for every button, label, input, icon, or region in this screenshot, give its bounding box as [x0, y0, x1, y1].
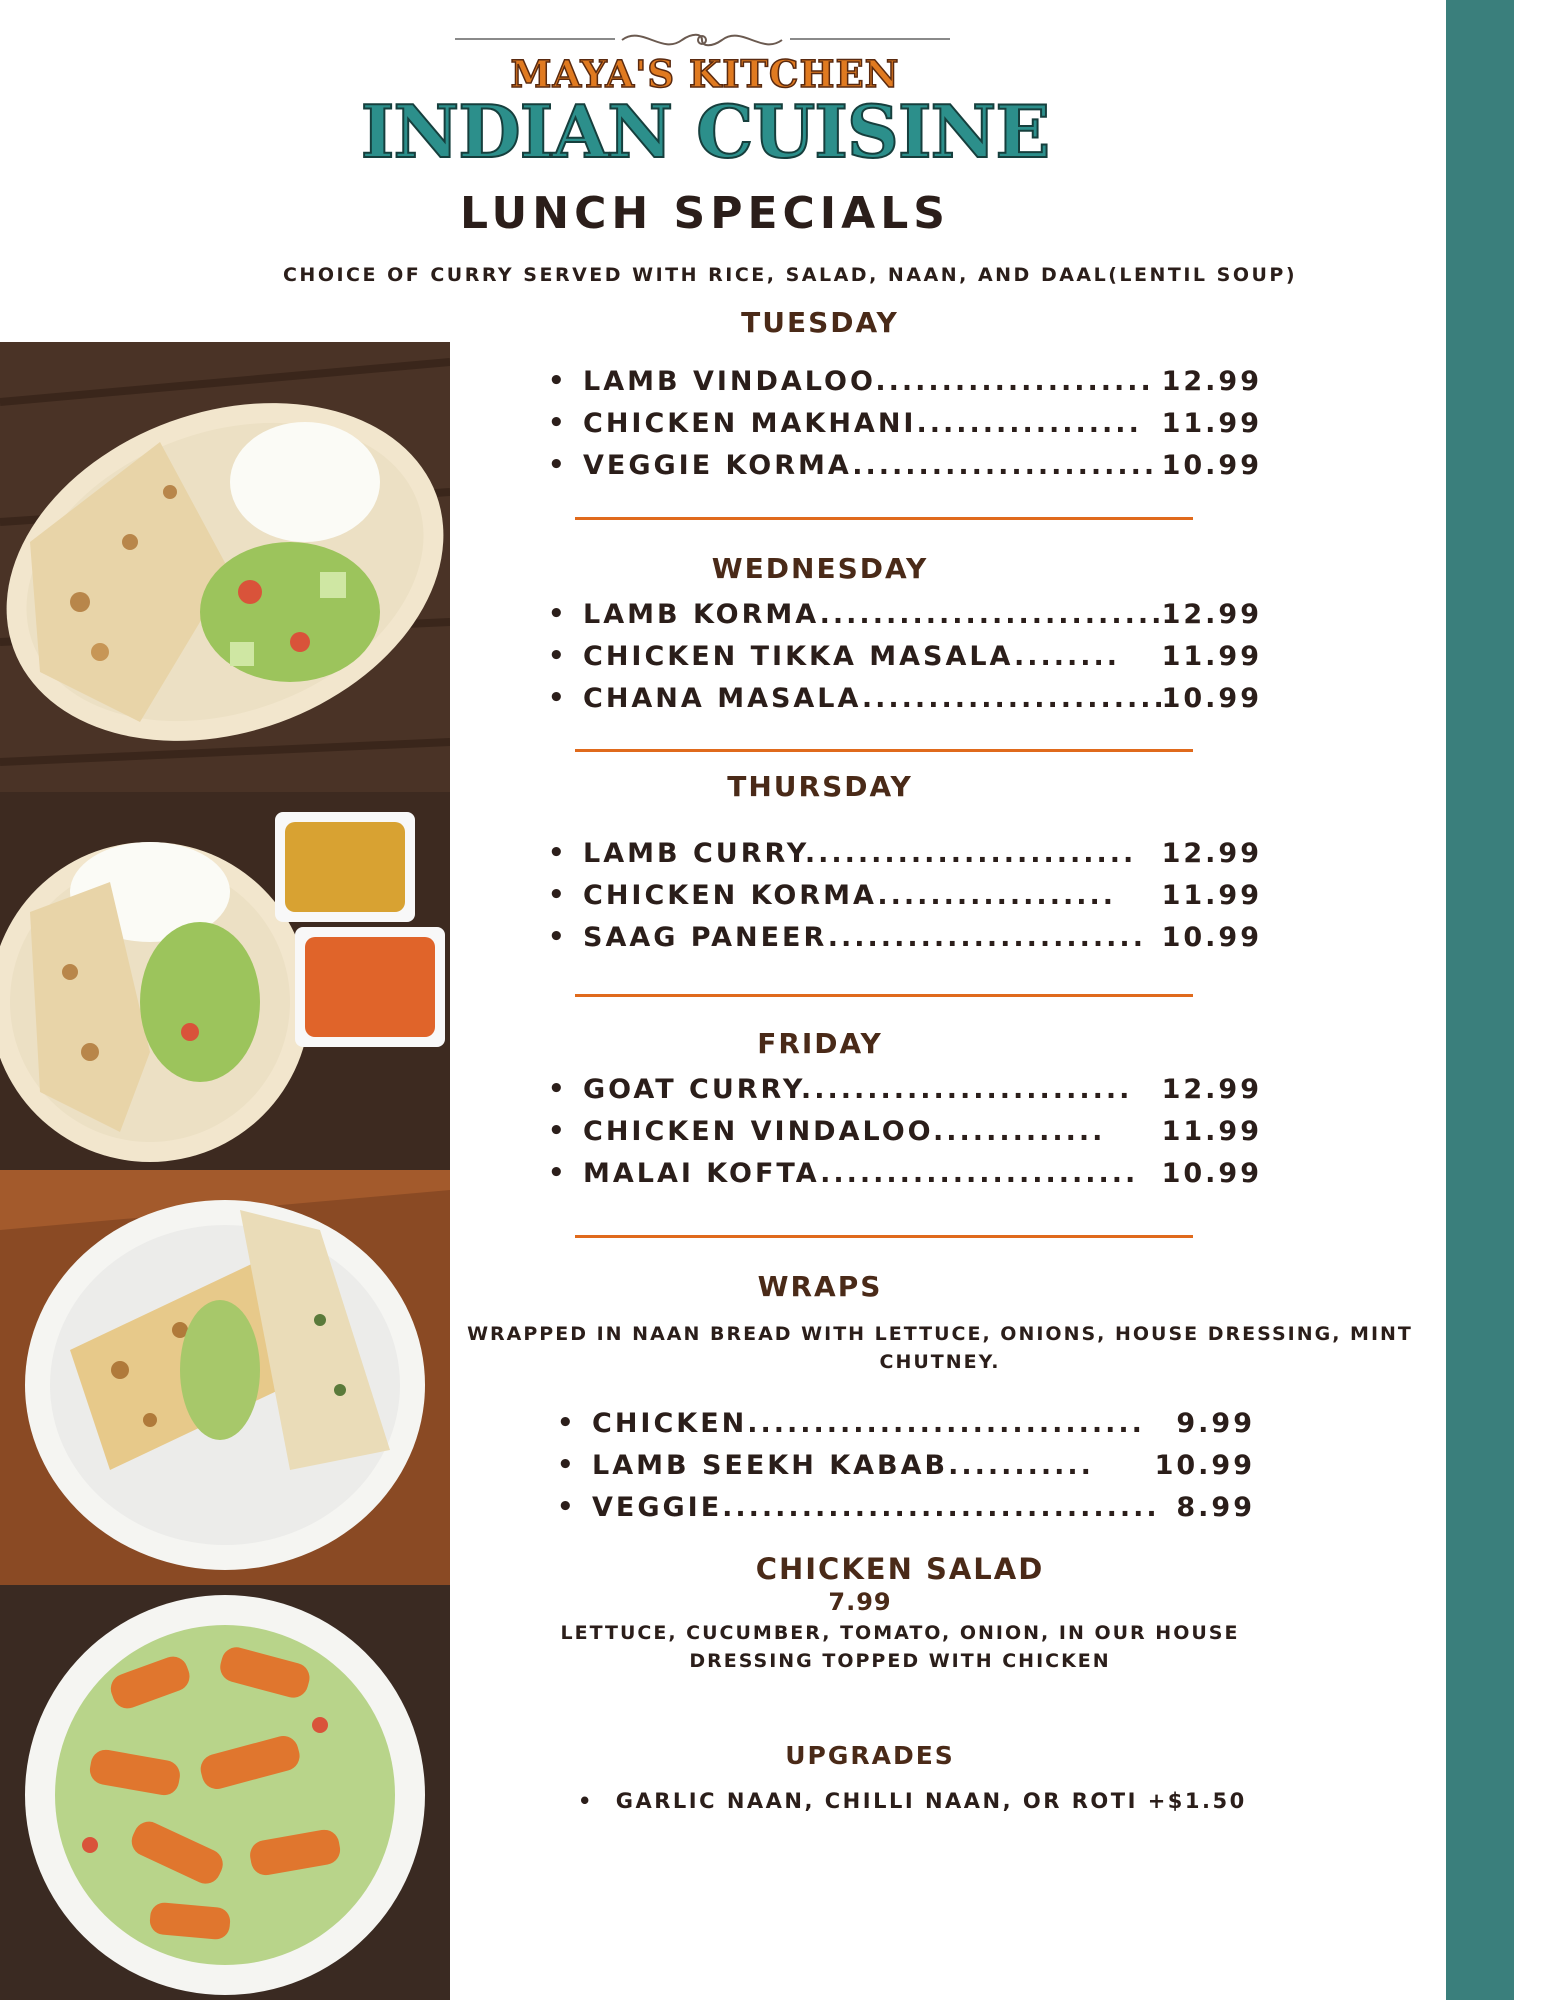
bullet: • [548, 450, 568, 480]
teal-side-bar [1446, 0, 1514, 2000]
upgrade-item-text: GARLIC NAAN, CHILLI NAAN, OR ROTI +$1.50 [615, 1789, 1247, 1813]
menu-item-price: 9.99 [1176, 1408, 1255, 1439]
menu-item [548, 366, 1262, 408]
naan-rice-salad-photo [0, 342, 450, 792]
header-rule-right [790, 38, 950, 40]
menu-item [548, 880, 1262, 922]
wednesday-heading: WEDNESDAY [711, 552, 929, 585]
menu-item-price: 10.99 [1161, 922, 1262, 953]
bullet: • [548, 838, 568, 868]
menu-item-price: 11.99 [1161, 1116, 1262, 1147]
section-divider [575, 517, 1193, 520]
brand-cuisine: INDIAN CUISINE [360, 89, 1050, 174]
menu-item-price: 8.99 [1176, 1492, 1255, 1523]
bullet: • [548, 922, 568, 952]
chicken-salad-heading: CHICKEN SALAD [755, 1552, 1045, 1586]
menu-item-name: CHICKEN VINDALOO............. [583, 1116, 1106, 1147]
upgrades-heading: UPGRADES [785, 1741, 955, 1770]
wrap-plate-photo [0, 1170, 450, 1585]
menu-item-price: 11.99 [1161, 641, 1262, 672]
menu-item-name: LAMB CURRY......................... [583, 838, 1137, 869]
bullet: • [548, 1116, 568, 1146]
menu-item-price: 12.99 [1161, 838, 1262, 869]
tagline: CHOICE OF CURRY SERVED WITH RICE, SALAD, NAAN, AND DAAL(LENTIL SOUP) [282, 264, 1298, 286]
menu-item [557, 1408, 1255, 1450]
upgrade-item [578, 1789, 1247, 1813]
thursday-menu [548, 838, 1262, 964]
menu-item [548, 641, 1262, 683]
section-divider [575, 1235, 1193, 1238]
menu-item-name: CHICKEN TIKKA MASALA........ [583, 641, 1121, 672]
menu-item-price: 11.99 [1161, 880, 1262, 911]
menu-item [557, 1492, 1255, 1534]
bullet: • [548, 683, 568, 713]
chicken-salad-description: LETTUCE, CUCUMBER, TOMATO, ONION, IN OUR HOUSE DRESSING TOPPED WITH CHICKEN [560, 1622, 1240, 1672]
menu-item-price: 12.99 [1161, 366, 1262, 397]
menu-item-price: 10.99 [1161, 450, 1262, 481]
bullet: • [557, 1450, 577, 1480]
bullet: • [548, 1158, 568, 1188]
thursday-heading: THURSDAY [727, 770, 913, 803]
bullet: • [548, 880, 568, 910]
tuesday-heading: TUESDAY [741, 306, 899, 339]
menu-item-name: CHICKEN KORMA.................. [583, 880, 1116, 911]
section-divider [575, 749, 1193, 752]
menu-item [548, 922, 1262, 964]
menu-item-name: CHICKEN.............................. [592, 1408, 1145, 1439]
bullet: • [548, 1074, 568, 1104]
flourish-ornament-icon [612, 25, 792, 55]
menu-item-price: 10.99 [1161, 683, 1262, 714]
menu-item-name: MALAI KOFTA........................ [583, 1158, 1139, 1189]
menu-item-name: GOAT CURRY......................... [583, 1074, 1133, 1105]
chicken-salad-photo [0, 1585, 450, 2000]
bullet: • [548, 641, 568, 671]
menu-item [548, 683, 1262, 725]
page-title: LUNCH SPECIALS [460, 188, 950, 239]
menu-item-price: 11.99 [1161, 408, 1262, 439]
menu-item-price: 10.99 [1154, 1450, 1255, 1481]
menu-item-name: CHANA MASALA....................... [583, 683, 1167, 714]
menu-item-name: VEGGIE................................. [592, 1492, 1160, 1523]
menu-item-name: SAAG PANEER........................ [583, 922, 1146, 953]
wraps-heading: WRAPS [757, 1270, 883, 1303]
wraps-menu [557, 1408, 1255, 1534]
menu-item [557, 1450, 1255, 1492]
bullet: • [578, 1789, 594, 1813]
wraps-description: WRAPPED IN NAAN BREAD WITH LETTUCE, ONIONS, HOUSE DRESSING, MINT CHUTNEY. [467, 1323, 1413, 1373]
menu-item-name: LAMB KORMA.......................... [583, 599, 1165, 630]
menu-item-name: VEGGIE KORMA....................... [583, 450, 1158, 481]
bullet: • [557, 1492, 577, 1522]
wednesday-menu [548, 599, 1262, 725]
section-divider [575, 994, 1193, 997]
menu-item [548, 1074, 1262, 1116]
menu-item-price: 12.99 [1161, 1074, 1262, 1105]
header-rule-left [455, 38, 615, 40]
menu-item [548, 408, 1262, 450]
friday-menu [548, 1074, 1262, 1200]
bullet: • [557, 1408, 577, 1438]
menu-item-name: LAMB VINDALOO..................... [583, 366, 1154, 397]
bullet: • [548, 366, 568, 396]
bullet: • [548, 599, 568, 629]
brand-name: MAYA'S KITCHEN [510, 52, 900, 96]
menu-item-name: LAMB SEEKH KABAB........... [592, 1450, 1094, 1481]
friday-heading: FRIDAY [757, 1027, 883, 1060]
curry-plate-photo [0, 792, 450, 1170]
menu-item [548, 1116, 1262, 1158]
tuesday-menu [548, 366, 1262, 492]
menu-item [548, 599, 1262, 641]
menu-item-price: 12.99 [1161, 599, 1262, 630]
menu-item-price: 10.99 [1161, 1158, 1262, 1189]
bullet: • [548, 408, 568, 438]
menu-item [548, 838, 1262, 880]
chicken-salad-price: 7.99 [828, 1588, 892, 1616]
menu-item-name: CHICKEN MAKHANI................. [583, 408, 1142, 439]
menu-item [548, 450, 1262, 492]
menu-item [548, 1158, 1262, 1200]
